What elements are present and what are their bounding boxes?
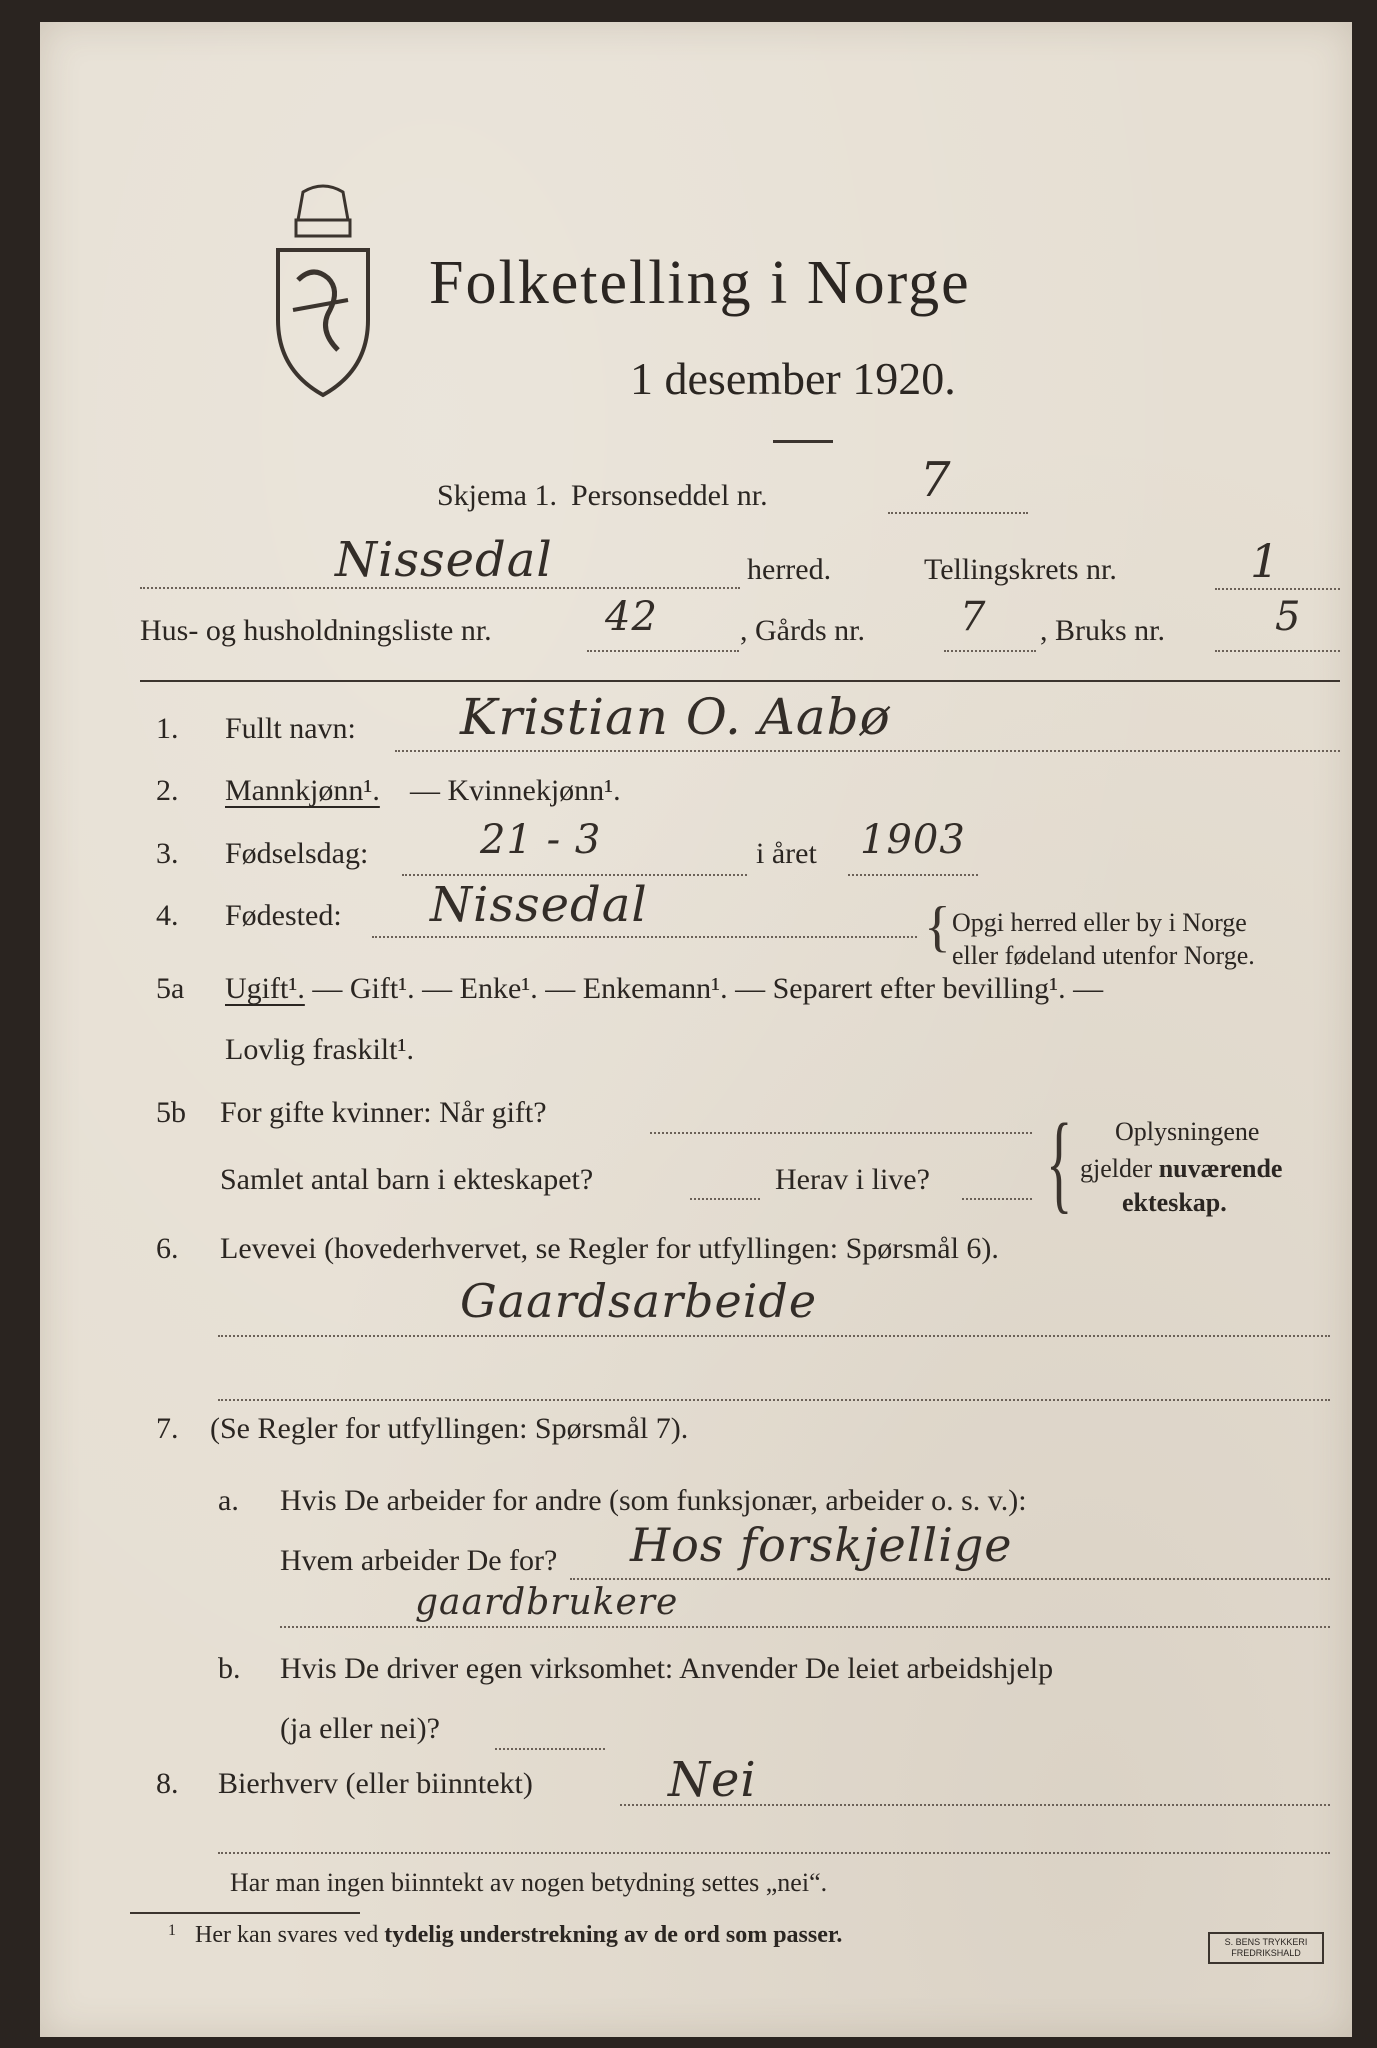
herred-label: herred. — [747, 553, 832, 586]
q5b-children-label: Samlet antal barn i ekteskapet? — [220, 1163, 594, 1196]
q5a-other-options: — Gift¹. — Enke¹. — Enkemann¹. — Separert efter bevilling¹. — — [304, 972, 1104, 1005]
title-divider — [773, 440, 833, 443]
q7-label: (Se Regler for utfyllingen: Spørsmål 7). — [210, 1412, 689, 1445]
q7a-value-line1: Hos forskjellige — [630, 1518, 1013, 1572]
q8-line2 — [218, 1852, 1330, 1854]
section-divider — [140, 680, 1340, 682]
q3-year-line — [848, 874, 978, 876]
q3-number: 3. — [156, 837, 179, 870]
person-slip-line — [888, 512, 1028, 514]
bruks-label: , Bruks nr. — [1040, 614, 1166, 647]
q5b-married-label: For gifte kvinner: Når gift? — [220, 1096, 547, 1129]
household-list-value: 42 — [605, 594, 658, 640]
q7a-line2 — [280, 1626, 1330, 1628]
tellingskrets-value: 1 — [1250, 534, 1281, 588]
q4-value: Nissedal — [430, 877, 648, 933]
q6-line2 — [218, 1399, 1330, 1401]
person-slip-value: 7 — [920, 452, 952, 508]
q6-line1 — [218, 1335, 1330, 1337]
form-schema-label: Skjema 1. — [437, 479, 557, 512]
q5b-alive-line — [962, 1198, 1032, 1200]
q3-year-value: 1903 — [860, 817, 966, 863]
q7-number: 7. — [156, 1412, 179, 1445]
q7a-letter: a. — [218, 1484, 239, 1517]
tellingskrets-line — [1215, 588, 1340, 590]
q7a-who-label: Hvem arbeider De for? — [280, 1544, 558, 1577]
q5b-brace: { — [1046, 1101, 1073, 1223]
q5b-number: 5b — [156, 1096, 186, 1129]
q5b-children-line — [690, 1198, 760, 1200]
form-date: 1 desember 1920. — [630, 353, 956, 404]
q5a-options — [225, 972, 1103, 1006]
q3-year-label: i året — [756, 837, 817, 870]
q3-label: Fødselsdag: — [225, 837, 369, 870]
form-title: Folketelling i Norge — [429, 249, 971, 317]
q7a-value-line2: gaardbrukere — [415, 1582, 679, 1623]
household-list-line — [587, 650, 739, 652]
q5a-number: 5a — [156, 972, 185, 1005]
person-slip-label: Personseddel nr. — [571, 479, 768, 512]
q4-brace: { — [924, 896, 951, 958]
q7b-letter: b. — [218, 1652, 241, 1685]
gards-value: 7 — [960, 594, 987, 640]
q1-line — [395, 750, 1340, 752]
household-list-label: Hus- og husholdningsliste nr. — [140, 614, 492, 647]
q1-label: Fullt navn: — [225, 712, 356, 745]
bruks-value: 5 — [1275, 594, 1302, 640]
gards-line — [944, 650, 1036, 652]
q4-line — [372, 936, 917, 938]
q5b-note-line1: Oplysningene — [1115, 1117, 1260, 1146]
q1-value: Kristian O. Aabø — [460, 688, 891, 746]
q1-number: 1. — [156, 712, 179, 745]
footnote-marker: 1 — [168, 1922, 176, 1939]
q7b-answer-label: (ja eller nei)? — [280, 1712, 440, 1745]
herred-value: Nissedal — [335, 532, 553, 588]
q5b-note-line3: ekteskap. — [1122, 1188, 1227, 1217]
footnote-divider — [130, 1912, 360, 1914]
q6-number: 6. — [156, 1232, 179, 1265]
q8-label: Bierhverv (eller biinntekt) — [218, 1767, 533, 1800]
q5a-options-line2: Lovlig fraskilt¹. — [225, 1033, 414, 1066]
q3-day-value: 21 - 3 — [480, 817, 602, 863]
q8-value: Nei — [668, 1752, 757, 1808]
gards-label: , Gårds nr. — [740, 614, 865, 647]
printer-stamp: S. BENS TRYKKERI FREDRIKSHALD — [1208, 1932, 1324, 1964]
footnote-text: Her kan svares ved tydelig understrekning av de ord som passer. — [195, 1922, 843, 1948]
tellingskrets-label: Tellingskrets nr. — [924, 553, 1117, 586]
q2-female-option: — Kvinnekjønn¹. — [410, 774, 621, 807]
q5a-selected-option: Ugift¹. — [225, 972, 305, 1005]
q8-number: 8. — [156, 1767, 179, 1800]
q2-number: 2. — [156, 774, 179, 807]
q7a-question: Hvis De arbeider for andre (som funksjonær, arbeider o. s. v.): — [280, 1484, 1027, 1517]
q7b-line — [495, 1748, 605, 1750]
q5b-alive-label: Herav i live? — [775, 1163, 930, 1196]
q4-note-line2: eller fødeland utenfor Norge. — [952, 941, 1255, 970]
q4-number: 4. — [156, 899, 179, 932]
q2-male-option: Mannkjønn¹. — [225, 774, 380, 807]
bruks-line — [1215, 650, 1340, 652]
q4-label: Fødested: — [225, 899, 342, 932]
q7b-question: Hvis De driver egen virksomhet: Anvender De leiet arbeidshjelp — [280, 1652, 1054, 1685]
q5b-note-line2: gjelder nuværende — [1080, 1154, 1283, 1183]
q6-label: Levevei (hovederhvervet, se Regler for utfyllingen: Spørsmål 6). — [220, 1232, 999, 1265]
q4-note-line1: Opgi herred eller by i Norge — [952, 908, 1247, 937]
q5b-married-line — [650, 1132, 1032, 1134]
q3-day-line — [402, 874, 747, 876]
q7a-line1 — [570, 1578, 1330, 1580]
q8-note: Har man ingen biinntekt av nogen betydning settes „nei“. — [230, 1868, 828, 1897]
census-form — [40, 22, 1352, 2037]
coat-of-arms-icon — [268, 180, 378, 400]
q6-value: Gaardsarbeide — [460, 1274, 818, 1328]
